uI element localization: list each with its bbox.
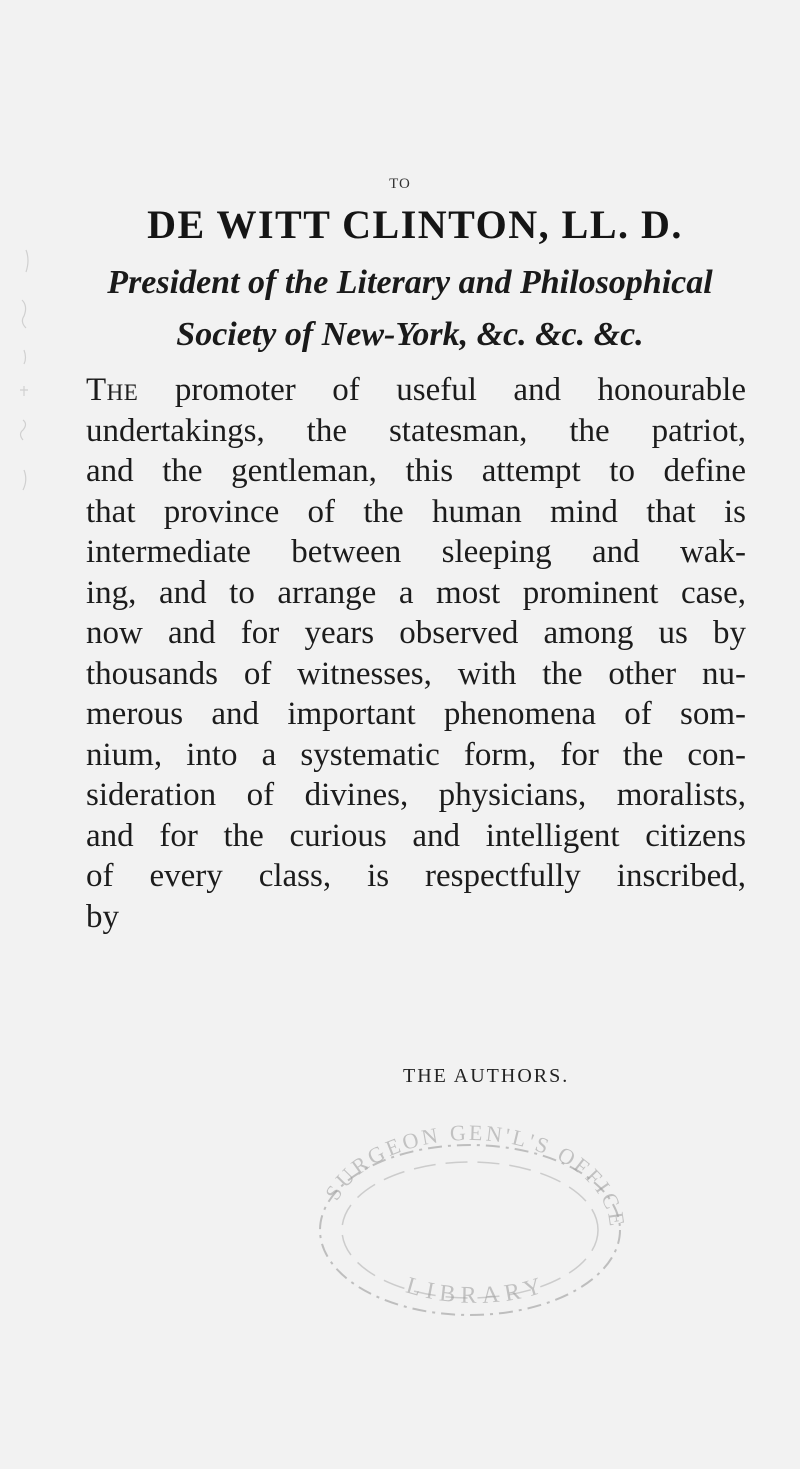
body-line: and for the curious and intelligent citizens — [86, 817, 746, 854]
body-line-1-rest: promoter of useful and honourable — [138, 372, 746, 408]
body-line: merous and important phenomena of som- — [86, 696, 746, 732]
body-line: by — [86, 898, 119, 935]
dedicatee-office-line-1: President of the Literary and Philosophical — [107, 264, 713, 301]
body-line: now and for years observed among us by — [86, 615, 746, 651]
body-line: of every class, is respectfully inscribed, — [86, 858, 746, 894]
body-line: and the gentleman, this attempt to define — [86, 453, 746, 489]
library-stamp — [290, 1110, 650, 1320]
margin-show-through — [8, 240, 38, 520]
body-line: that province of the human mind that is — [86, 493, 746, 530]
body-line: ing, and to arrange a most prominent case, — [86, 574, 746, 611]
body-line: sideration of divines, physicians, moralists, — [86, 777, 746, 813]
dedicatee-name: DE WITT CLINTON, LL. D. — [147, 202, 683, 247]
stamp-bottom-text: LIBRARY — [403, 1271, 551, 1310]
svg-text:SURGEON GEN'L'S OFFICE — [320, 1120, 630, 1230]
body-line: intermediate between sleeping and wak- — [86, 534, 746, 570]
body-line: thousands of witnesses, with the other nu- — [86, 655, 746, 692]
body-first-word: The — [86, 372, 139, 408]
body-line: undertakings, the statesman, the patriot, — [86, 412, 746, 449]
svg-text:LIBRARY — [403, 1272, 550, 1309]
dedicatee-office-line-2: Society of New-York, &c. &c. &c. — [176, 316, 644, 353]
stamp-top-text: SURGEON GEN'L'S OFFICE — [319, 1119, 631, 1231]
body-line: nium, into a systematic form, for the con- — [86, 736, 746, 773]
signature: THE AUTHORS. — [403, 1065, 570, 1087]
dedication-body — [86, 370, 746, 937]
dedication-to: TO — [389, 176, 411, 192]
body-line — [86, 370, 746, 411]
